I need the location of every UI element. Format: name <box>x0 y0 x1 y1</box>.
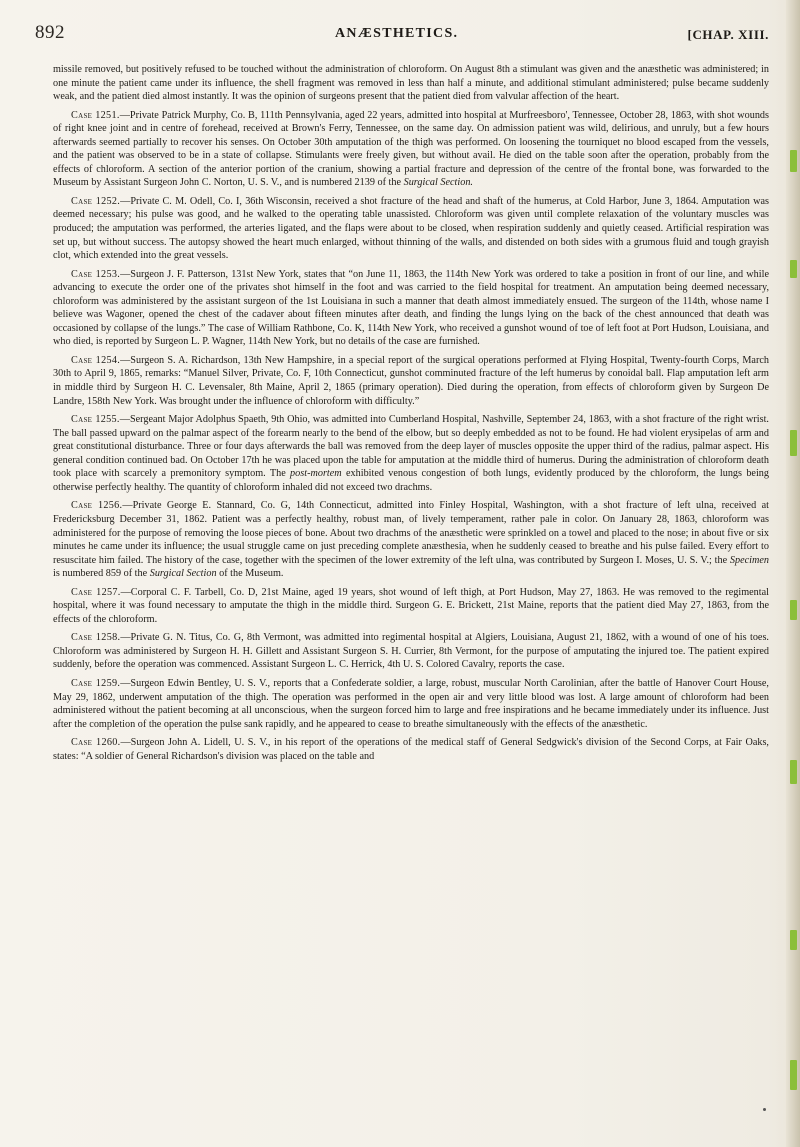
case-label: Case 1259. <box>71 677 121 689</box>
chapter-label: [CHAP. XIII. <box>687 27 769 42</box>
edge-tab-marker <box>790 760 797 784</box>
case-label: Case 1251. <box>71 109 120 121</box>
page-edge-strip <box>786 0 800 1147</box>
page-header <box>35 22 769 48</box>
edge-tab-marker <box>790 150 797 172</box>
case-paragraph: Case 1260.—Surgeon John A. Lidell, U. S. V., in his report of the operations of the medical staff of General Sedgwick's division of the Second Corps, at Fair Oaks, states: “A soldier of General Richardson's division was placed on the table and <box>53 737 769 762</box>
case-paragraph: Case 1258.—Private G. N. Titus, Co. G, 8th Vermont, was admitted into regimental hospital at Algiers, Louisiana, August 21, 1862, with a wound of one of his toes. Chloroform was administered by Surgeon H. H. Gillett and Assistant Surgeon S. H. Currier, 8th Vermont, for the purpose of amputating the injured toe. The patient expired suddenly, before the operation was commenced. Assistant Surgeon L. C. Herrick, 4th U. S. Colored Cavalry, reports the case. <box>53 632 769 671</box>
case-paragraph: Case 1259.—Surgeon Edwin Bentley, U. S. V., reports that a Confederate soldier, a large, robust, muscular North Carolinian, after the battle of Hanover Court House, May 29, 1862, underwent amputation of the thigh. The operation was performed in the open air and very little blood was lost. A large amount of chloroform had been administered without the patient becoming at all unconscious, when the surgeon forced him to large and free inspirations and he became immediately under its influence. Just after the completion of the operation the pulse sank rapidly, and he appeared to cease to breathe simultaneously with the effects of the anæsthetic. <box>53 677 769 730</box>
case-label: Case 1254. <box>71 354 121 366</box>
case-paragraph: Case 1251.—Private Patrick Murphy, Co. B, 111th Pennsylvania, aged 22 years, admitted into hospital at Murfreesboro', Tennessee, October 28, 1863, with shot wounds of right knee joint and in centre of forehead, received at Brown's Ferry, Tennessee, on the same day. On admission patient was wild, delirious, and unruly, but a few hours afterwards seemed partially to recover his senses. On October 30th amputation of the thigh was performed. On loosening the tourniquet no blood escaped from the vessels, and the patient was observed to be in a state of collapse. Stimulants were freely given, but without avail. He died on the table soon after the operation, probably from the effects of chloroform. A section of the anterior portion of the cranium, showing a partial fracture and depression of the centre of the frontal bone, was forwarded to the Museum by Assistant Surgeon John C. Norton, U. S. V., and is numbered 2139 of the Surgical Section. <box>53 109 769 189</box>
case-paragraph: Case 1255.—Sergeant Major Adolphus Spaeth, 9th Ohio, was admitted into Cumberland Hospital, Nashville, September 24, 1863, with a shot fracture of the right wrist. The ball passed upward on the palmar aspect of the forearm nearly to the bend of the elbow, but so deeply embedded as not to be found. He had violent erysipelas of arm and great constitutional disturbance. Three or four days afterwards the ball was removed from the deep layer of muscles opposite the upper third of the radius, palmar aspect. His general condition continued bad. On October 17th he was placed upon the table for amputation at the middle third of humerus. During the administration of chloroform death took place with scarcely a premonitory symptom. The post-mortem exhibited venous congestion of both lungs, evidently produced by the chloroform, the lungs being otherwise perfectly healthy. The quantity of chloroform inhaled did not exceed two drachms. <box>53 414 770 493</box>
running-head: ANÆSTHETICS. <box>335 26 459 41</box>
case-label: Case 1255. <box>71 414 120 426</box>
case-paragraph: Case 1252.—Private C. M. Odell, Co. I, 36th Wisconsin, received a shot fracture of the head and shaft of the humerus, at Cold Harbor, June 3, 1864. Amputation was deemed necessary; his pulse was good, and he walked to the operating table unassisted. Chloroform was given until complete relaxation of the voluntary muscles was produced; the amputation was performed, the arteries ligated, and the flaps were about to be closed, when respiration suddenly and quietly ceased. Artificial respiration was set up, but without success. The autopsy showed the heart much enlarged, without thinning of the walls, and distended on both sides with a grumous fluid and tough grayish clot, which extended into the great vessels. <box>53 195 769 262</box>
page-number: 892 <box>35 22 65 43</box>
body-text <box>53 63 769 768</box>
edge-tab-marker <box>790 430 797 456</box>
case-label: Case 1260. <box>71 737 121 749</box>
edge-tab-marker <box>790 930 797 950</box>
paragraph: missile removed, but positively refused to be touched without the administration of chloroform. On August 8th a stimulant was given and the anæsthetic was administered; in one minute the patient came under its influence, the shell fragment was removed in less than half a minute, and additional stimulant administered; pulse became suddenly weak, and the patient died almost instantly. It was the opinion of surgeons present that the patient died from valvular affection of the heart. <box>53 64 769 103</box>
edge-tab-marker <box>790 1060 797 1090</box>
case-label: Case 1256. <box>71 500 123 512</box>
case-label: Case 1257. <box>71 586 121 598</box>
case-paragraph: Case 1256.—Private George E. Stannard, Co. G, 14th Connecticut, admitted into Finley Hospital, Washington, with a shot fracture of left ulna, received at Fredericksburg December 31, 1862. Patient was a perfectly healthy, robust man, of lively temperament, rather pale in color. On January 28, 1863, chloroform was administered for the purpose of removing the loose pieces of bone. About two drachms of the anæsthetic were sprinkled on a towel and placed to the nose; in about five or six minutes he came under its influence; the usual struggle came on just preceding complete anæsthesia, when he suddenly ceased to breathe and his pulse failed. Every effort to resuscitate him failed. The history of the case, together with the specimen of the lower extremity of the left ulna, was contributed by Surgeon I. Moses, U. S. V.; the Specimen is numbered 859 of the Surgical Section of the Museum. <box>53 500 769 580</box>
edge-tab-marker <box>790 600 797 620</box>
case-paragraph: Case 1253.—Surgeon J. F. Patterson, 131st New York, states that “on June 11, 1863, the 114th New York was ordered to take a position in front of our line, and while advancing to execute the order one of the privates shot himself in the foot and was carried to the field hospital for treatment. An amputation being deemed necessary, chloroform was administered by the assistant surgeon of the 1st Louisiana in such a manner that death almost immediately ensued. The surgeon of the 114th, whose name I believe was Wagoner, opened the chest of the cadaver about fifteen minutes after death, and finding the lungs lying on the back of the chest announced that death was occasioned by collapse of the lungs.” The case of William Rathbone, Co. K, 114th New York, who received a gunshot wound of toe of left foot at Port Hudson, Louisiana, and who died, is reported by Surgeon L. P. Wagner, 114th New York, but no details of the case are furnished. <box>53 268 769 348</box>
case-paragraph: Case 1257.—Corporal C. F. Tarbell, Co. D, 21st Maine, aged 19 years, shot wound of left thigh, at Port Hudson, May 27, 1863. He was removed to the regimental hospital, where it was found necessary to amputate the thigh in the middle third. Surgeon G. E. Brickett, 21st Maine, reports that the patient died May 27, 1863, from the effects of the chloroform. <box>53 586 769 625</box>
scan-speck <box>763 1108 766 1111</box>
case-label: Case 1253. <box>71 268 121 280</box>
edge-tab-marker <box>790 260 797 278</box>
case-label: Case 1258. <box>71 632 121 644</box>
case-label: Case 1252. <box>71 195 121 207</box>
case-paragraph: Case 1254.—Surgeon S. A. Richardson, 13th New Hampshire, in a special report of the surgical operations performed at Flying Hospital, Twenty-fourth Corps, March 30th to April 9, 1865, remarks: “Manuel Silver, Private, Co. F, 10th Connecticut, gunshot comminuted fracture of the left humerus by conoidal ball. Flap amputation left arm in middle third by Surgeon H. C. Levensaler, 8th Maine, April 2, 1865 (primary operation). Died during the operation, from effects of chloroform given by Surgeon De Landre, 158th New York. Was brought under the influence of chloroform with difficulty.” <box>53 354 769 407</box>
